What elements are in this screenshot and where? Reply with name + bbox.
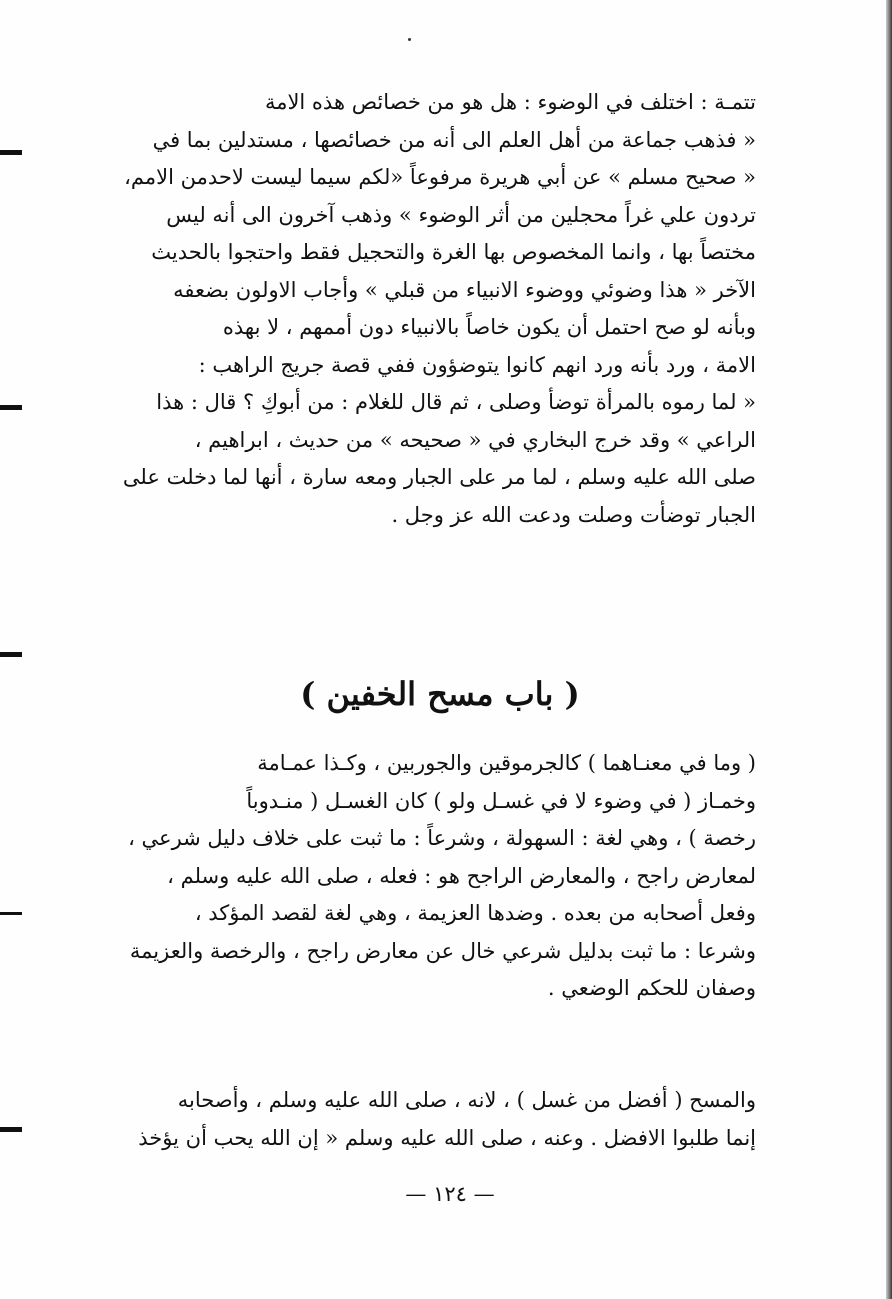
margin-mark — [0, 1127, 22, 1132]
text-line: رخصة ) ، وهي لغة : السهولة ، وشرعاً : ما ثبت على خلاف دليل شرعي ، — [128, 826, 756, 850]
text-line: الجبار توضأت وصلت ودعت الله عز وجل . — [391, 502, 756, 527]
margin-mark — [0, 405, 22, 410]
text-line: وشرعا : ما ثبت بدليل شرعي خال عن معارض راجح ، والرخصة والعزيمة — [129, 938, 756, 963]
text-line: « لما رموه بالمرأة توضأ وصلى ، ثم قال للغلام : من أبوكِ ؟ قال : هذا — [156, 390, 756, 414]
paragraph-tatimma — [108, 84, 756, 534]
text-line: وصفان للحكم الوضعي . — [547, 976, 756, 1000]
ink-speck — [408, 38, 411, 41]
text-line: وخمـاز ( في وضوء لا في غسـل ولو ) كان الغسـل ( منـدوباً — [246, 788, 756, 813]
text-line: الراعي » وقد خرج البخاري في « صحيحه » من حديث ، ابراهيم ، — [194, 427, 756, 452]
text-line: إنما طلبوا الافضل . وعنه ، صلى الله عليه وسلم « إن الله يحب أن يؤخذ — [138, 1125, 756, 1150]
text-line: تردون علي غراً محجلين من أثر الوضوء » وذهب آخرون الى أنه ليس — [166, 202, 756, 227]
text-line: لمعارض راجح ، والمعارض الراجح هو : فعله ، صلى الله عليه وسلم ، — [167, 863, 756, 888]
chapter-heading: ( باب مسح الخفين ) — [300, 675, 580, 713]
text-line: وفعل أصحابه من بعده . وضدها العزيمة ، وهي لغة لقصد المؤكد ، — [194, 901, 756, 925]
text-line: والمسح ( أفضل من غسل ) ، لانه ، صلى الله عليه وسلم ، وأصحابه — [177, 1088, 756, 1112]
text-line: الآخر « هذا وضوئي ووضوء الانبياء من قبلي » وأجاب الاولون بضعفه — [173, 277, 756, 302]
margin-mark — [0, 150, 22, 155]
paragraph-mash — [108, 745, 756, 1008]
page-edge-shadow — [886, 0, 892, 1299]
page-number: — ١٢٤ — — [405, 1182, 495, 1206]
paragraph-afdal — [108, 1082, 756, 1157]
margin-mark — [0, 652, 22, 657]
text-line: تتمـة : اختلف في الوضوء : هل هو من خصائص هذه الامة — [264, 90, 756, 114]
text-line: الامة ، ورد بأنه ورد انهم كانوا يتوضؤون ففي قصة جريج الراهب : — [198, 352, 756, 377]
text-line: صلى الله عليه وسلم ، لما مر على الجبار ومعه سارة ، أنها لما دخلت على — [122, 465, 756, 489]
text-line: ( وما في معنـاهما ) كالجرموقين والجوربين ، وكـذا عمـامة — [257, 751, 756, 775]
text-line: مختصاً بها ، وانما المخصوص بها الغرة والتحجيل فقط واحتجوا بالحديث — [151, 240, 756, 264]
text-line: وبأنه لو صح احتمل أن يكون خاصاً بالانبياء دون أممهم ، لا بهذه — [222, 315, 756, 339]
text-line: « صحيح مسلم » عن أبي هريرة مرفوعاً «لكم سيما ليست لاحدمن الامم، — [124, 165, 756, 189]
margin-mark — [0, 912, 22, 915]
text-line: « فذهب جماعة من أهل العلم الى أنه من خصائصها ، مستدلين بما في — [152, 127, 756, 152]
